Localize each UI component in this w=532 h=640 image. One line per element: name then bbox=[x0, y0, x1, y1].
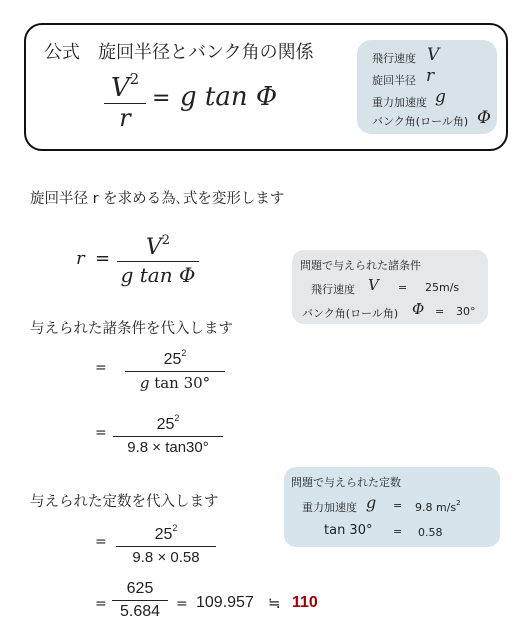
var-symbol-radius: r bbox=[426, 66, 435, 86]
sub3-denominator: 9.8 × 0.58 bbox=[132, 549, 200, 566]
final-denominator: 5.684 bbox=[119, 603, 161, 620]
rearranged-numerator: $V^2$ bbox=[145, 233, 171, 260]
constants-title: 問題で与えられた定数 bbox=[291, 476, 401, 489]
var-symbol-gravity: g bbox=[435, 87, 446, 107]
var-label-bank: バンク角(ロール角) bbox=[372, 115, 469, 128]
final-fraction bbox=[112, 578, 168, 623]
sub2-denominator: 9.8 × tan30° bbox=[127, 439, 209, 456]
final-equals: = bbox=[95, 596, 107, 612]
var-symbol-bank: Φ bbox=[477, 108, 491, 128]
given-bank-value: 30° bbox=[456, 305, 476, 318]
final-numerator: 625 bbox=[126, 580, 154, 597]
formula-fraction bbox=[104, 64, 146, 132]
sub1-numerator: $25^2$ bbox=[163, 348, 187, 368]
rearranged-fraction bbox=[117, 228, 199, 288]
sub3-numerator: $25^2$ bbox=[154, 523, 178, 543]
final-equals-2: = bbox=[176, 596, 188, 612]
sub2-fraction bbox=[113, 407, 223, 459]
var-label-gravity: 重力加速度 bbox=[372, 96, 427, 109]
given-bank-symbol: Φ bbox=[412, 300, 425, 318]
var-symbol-speed: V bbox=[427, 45, 440, 65]
sub2-numerator: $25^2$ bbox=[156, 413, 180, 433]
given-speed-label: 飛行速度 bbox=[311, 283, 355, 296]
sub2-equals: = bbox=[95, 425, 107, 441]
constants-tan-value: 0.58 bbox=[418, 526, 443, 539]
rearranged-lhs: r bbox=[76, 248, 85, 269]
var-label-radius: 旋回半径 bbox=[372, 74, 416, 87]
rearranged-denominator: g tan Φ bbox=[120, 263, 196, 287]
sub3-equals: = bbox=[95, 534, 107, 550]
sub1-equals: = bbox=[95, 360, 107, 376]
given-speed-eq: = bbox=[398, 281, 408, 294]
sub1-denominator: g tan 30° bbox=[139, 374, 211, 392]
given-bank-eq: = bbox=[435, 305, 445, 318]
rearranged-equals: = bbox=[95, 248, 111, 269]
final-result: 110 bbox=[292, 594, 318, 611]
constants-g-eq: = bbox=[393, 499, 403, 512]
given-speed-symbol: V bbox=[368, 276, 379, 294]
formula-numerator: $V^2$ bbox=[110, 70, 140, 103]
formula-title: 公式 旋回半径とバンク角の関係 bbox=[44, 42, 314, 63]
formula-equals: = bbox=[152, 86, 171, 111]
step3-text: 与えられた定数を代入します bbox=[30, 494, 219, 510]
formula-denominator: r bbox=[119, 104, 131, 132]
given-bank-label: バンク角(ロール角) bbox=[302, 307, 399, 320]
final-value: 109.957 bbox=[196, 594, 254, 611]
step2-text: 与えられた諸条件を代入します bbox=[30, 321, 233, 337]
sub3-fraction bbox=[116, 517, 216, 569]
constants-g-value: 9.8 $m/s^2$ bbox=[415, 499, 461, 514]
var-label-speed: 飛行速度 bbox=[372, 52, 416, 65]
sub1-fraction bbox=[125, 342, 225, 394]
given-title: 問題で与えられた諸条件 bbox=[300, 259, 421, 272]
formula-rhs: g tan Φ bbox=[180, 82, 278, 112]
constants-g-label: 重力加速度 bbox=[302, 501, 357, 514]
given-speed-value: 25m/s bbox=[425, 281, 460, 294]
constants-tan-label: tan 30° bbox=[324, 523, 373, 538]
final-approx: ≒ bbox=[268, 594, 281, 612]
constants-tan-eq: = bbox=[393, 525, 403, 538]
constants-g-symbol: g bbox=[366, 493, 377, 512]
step1-text: 旋回半径 r を求める為､式を変形します bbox=[30, 191, 285, 207]
